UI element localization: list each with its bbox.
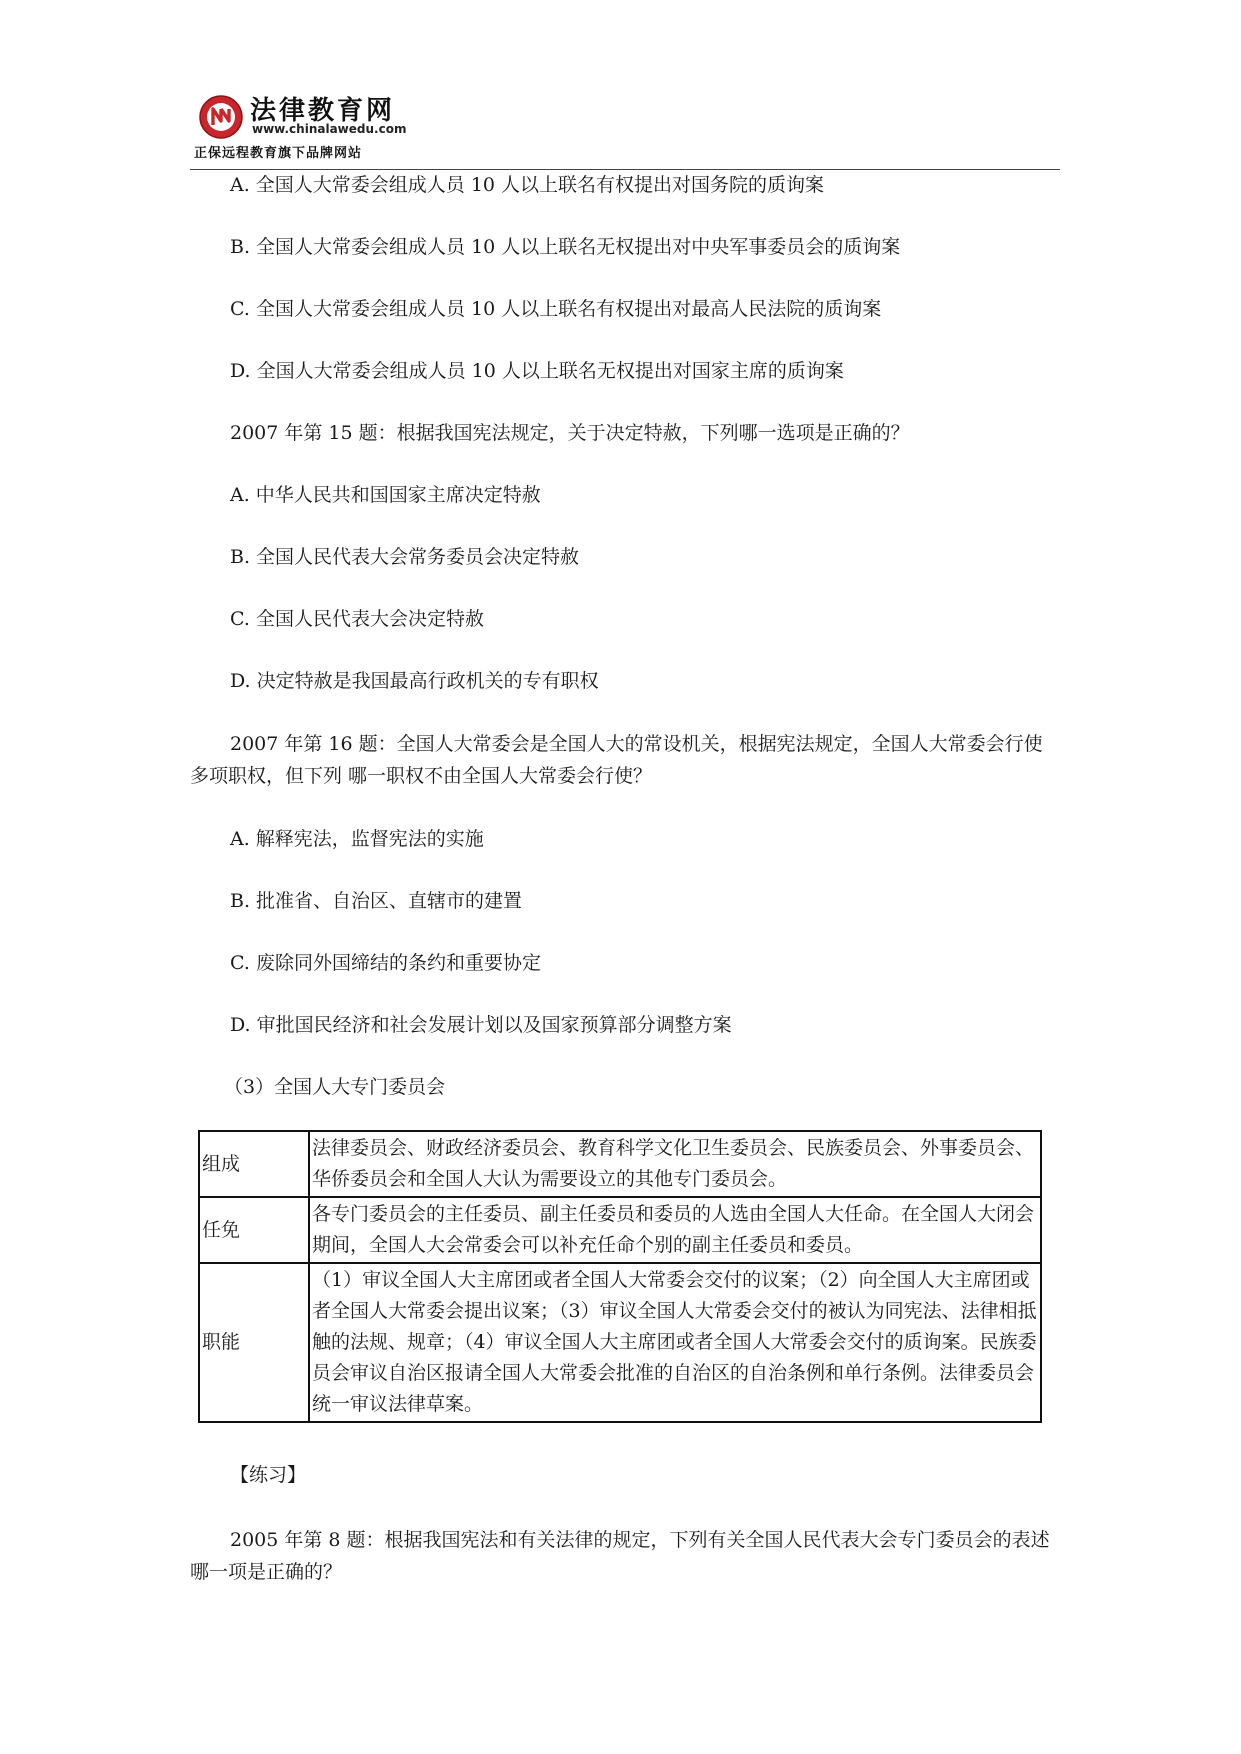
brand-url[interactable]: www.chinalawedu.com [252, 122, 407, 136]
option-a: A. 中华人民共和国国家主席决定特赦 [230, 484, 541, 506]
row-label: 任免 [199, 1197, 309, 1263]
brand-slogan: 正保远程教育旗下品牌网站 [194, 146, 363, 161]
row-content: 各专门委员会的主任委员、副主任委员和委员的人选由全国人大任命。在全国人大闭会期间，全国人大会常委会可以补充任命个别的副主任委员和委员。 [309, 1197, 1041, 1263]
option-c: C. 全国人大常委会组成人员 10 人以上联名有权提出对最高人民法院的质询案 [230, 298, 882, 320]
row-label: 职能 [199, 1263, 309, 1422]
option-c: C. 全国人民代表大会决定特赦 [230, 608, 484, 630]
question-2007-16: 2007 年第 16 题：全国人大常委会是全国人大的常设机关，根据宪法规定，全国人大常委会行使多项职权，但下列 哪一职权不由全国人大常委会行使？ [190, 733, 1043, 787]
option-d: D. 决定特赦是我国最高行政机关的专有职权 [230, 670, 599, 692]
option-a: A. 全国人大常委会组成人员 10 人以上联名有权提出对国务院的质询案 [230, 174, 825, 196]
option-b: B. 批准省、自治区、直辖市的建置 [230, 890, 523, 912]
page-header [190, 88, 1060, 166]
brand-name: 法律教育网 [250, 96, 396, 126]
table-row [199, 1197, 1041, 1263]
option-d: D. 全国人大常委会组成人员 10 人以上联名无权提出对国家主席的质询案 [230, 360, 844, 382]
question-2007-15: 2007 年第 15 题：根据我国宪法规定，关于决定特赦，下列哪一选项是正确的？ [230, 422, 910, 444]
row-content: （1）审议全国人大主席团或者全国人大常委会交付的议案；（2）向全国人大主席团或者全国人大常委会提出议案；（3）审议全国人大常委会交付的被认为同宪法、法律相抵触的法规、规章；（4）审议全国人大主席团或者全国人大常委会交付的质询案。民族委员会审议自治区报请全国人大常委会批准的自治区的自治条例和单行条例。法律委员会统一审议法律草案。 [309, 1263, 1041, 1422]
table-row [199, 1131, 1041, 1197]
chinalawedu-logo-icon [198, 94, 244, 140]
section-heading: （3）全国人大专门委员会 [224, 1076, 446, 1098]
option-d: D. 审批国民经济和社会发展计划以及国家预算部分调整方案 [230, 1014, 732, 1036]
option-b: B. 全国人民代表大会常务委员会决定特赦 [230, 546, 580, 568]
option-a: A. 解释宪法，监督宪法的实施 [230, 828, 484, 850]
row-content: 法律委员会、财政经济委员会、教育科学文化卫生委员会、民族委员会、外事委员会、华侨委员会和全国人大认为需要设立的其他专门委员会。 [309, 1131, 1041, 1197]
table-row [199, 1263, 1041, 1422]
question-2005-8: 2005 年第 8 题：根据我国宪法和有关法律的规定，下列有关全国人民代表大会专门委员会的表述哪一项是正确的？ [190, 1529, 1050, 1583]
special-committees-table [198, 1130, 1042, 1423]
option-b: B. 全国人大常委会组成人员 10 人以上联名无权提出对中央军事委员会的质询案 [230, 236, 901, 258]
row-label: 组成 [199, 1131, 309, 1197]
practice-heading: 【练习】 [230, 1464, 307, 1486]
option-c: C. 废除同外国缔结的条约和重要协定 [230, 952, 541, 974]
